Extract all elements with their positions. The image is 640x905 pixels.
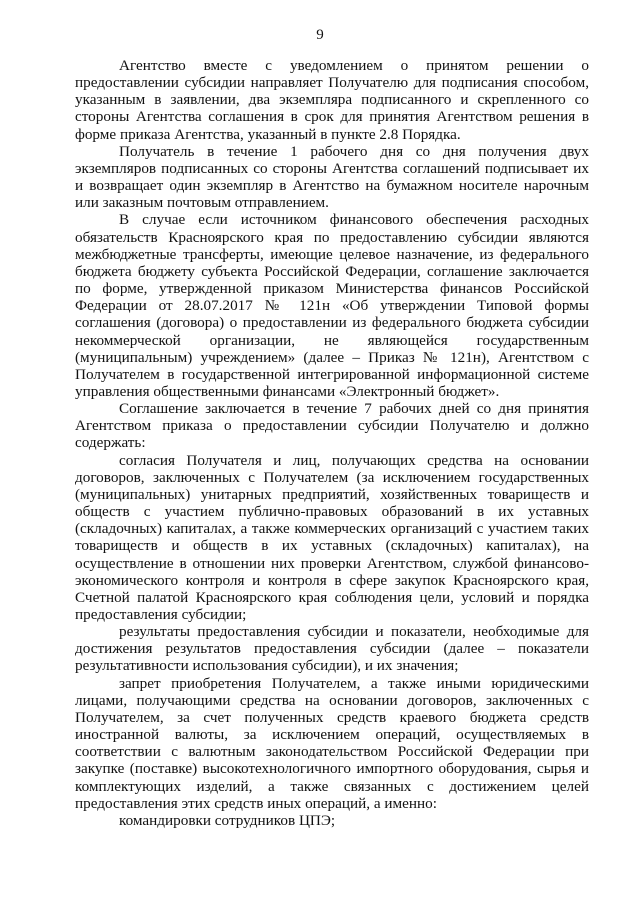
paragraph-agreement-terms: Соглашение заключается в течение 7 рабочих дней со дня принятия Агентством приказа о предоставлении субсидии Получателю и должно содержать: xyxy=(75,400,589,452)
paragraph-agency-notification: Агентство вместе с уведомлением о принятом решении о предоставлении субсидии направляет Получателю для подписания способом, указанным в заявлении, два экземпляра подписанного и скрепленного со стороны Агентства соглашения в срок для принятия Агентством решения в форме приказа Агентства, указанный в пункте 2.8 Порядка. xyxy=(75,57,589,143)
document-body xyxy=(75,57,589,829)
paragraph-business-trips: командировки сотрудников ЦПЭ; xyxy=(119,811,336,829)
paragraph-recipient-signing: Получатель в течение 1 рабочего дня со дня получения двух экземпляров подписанных со стороны Агентства соглашений подписывает их и возвращает один экземпляр в Агентство на бумажном носителе нарочным или заказным почтовым отправлением. xyxy=(75,142,589,212)
paragraph-currency-prohibition: запрет приобретения Получателем, а также иными юридическими лицами, получающими средства на основании договоров, заключенных с Получателем, за счет полученных средств краевого бюджета средств иностранной валюты, за исключением операций, осуществляемых в соответствии с валютным законодательством Российской Федерации при закупке (поставке) высокотехнологичного импортного оборудования, сырья и комплектующих изделий, а также связанных с достижением целей предоставления этих средств иных операций, а именно: xyxy=(75,674,589,812)
paragraph-consent-inspection: согласия Получателя и лиц, получающих средства на основании договоров, заключенных с Получателем (за исключением государственных (муниципальных) унитарных предприятий, хозяйственных товариществ и обществ с участием публично-правовых образований в их уставных (складочных) капиталах, а также коммерческих организаций с участием таких товариществ и обществ в их уставных (складочных) капиталах), на осуществление в отношении них проверки Агентством, службой финансово-экономического контроля и контроля в сфере закупок Красноярского края, Счетной палатой Красноярского края соблюдения цели, условий и порядка предоставления субсидии; xyxy=(75,451,589,623)
paragraph-results-indicators: результаты предоставления субсидии и показатели, необходимые для достижения результатов предоставления субсидии (далее – показатели результативности использования субсидии), и их значения; xyxy=(75,623,589,675)
paragraph-federal-transfers: В случае если источником финансового обеспечения расходных обязательств Красноярского края по предоставлению субсидии являются межбюджетные трансферты, имеющие целевое назначение, из федерального бюджета бюджету субъекта Российской Федерации, соглашение заключается по форме, утвержденной приказом Министерства финансов Российской Федерации от 28.07.2017 № 121н «Об утверждении Типовой формы соглашения (договора) о предоставлении из федерального бюджета субсидии некоммерческой организации, не являющейся государственным (муниципальным) учреждением» (далее – Приказ № 121н), Агентством с Получателем в государственной интегрированной информационной системе управления общественными финансами «Электронный бюджет». xyxy=(75,211,589,400)
page-number: 9 xyxy=(316,27,324,43)
